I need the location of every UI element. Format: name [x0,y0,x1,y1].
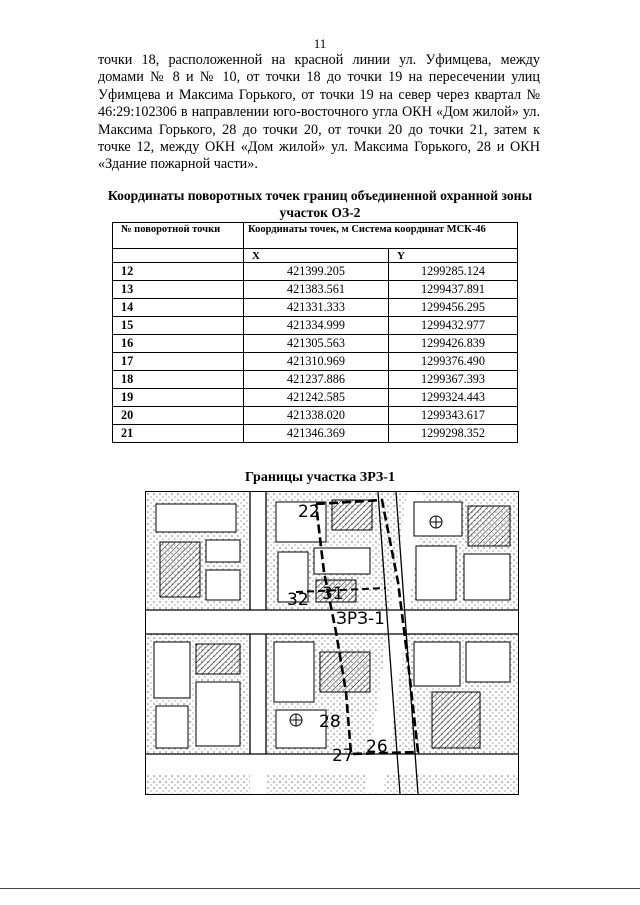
map-label-32: 32 [287,590,309,610]
header-coordinates: Координаты точек, м Система координат МСК-46 [244,223,518,249]
cell-y: 1299437.891 [389,281,518,299]
cell-point: 18 [113,371,244,389]
map-title: Границы участка ЗРЗ-1 [245,470,395,485]
cell-point: 13 [113,281,244,299]
table-row [113,317,518,335]
table-row [113,407,518,425]
page-number: 11 [313,36,327,51]
map-label-31: 31 [322,584,344,604]
map-label-27: 27 [332,746,354,766]
body-paragraph [98,52,540,174]
cell-x: 421242.585 [244,389,389,407]
cell-point: 21 [113,425,244,443]
table-row [113,263,518,281]
cell-x: 421310.969 [244,353,389,371]
table-row [113,281,518,299]
cell-y: 1299456.295 [389,299,518,317]
cell-x: 421237.886 [244,371,389,389]
cell-point: 20 [113,407,244,425]
header-empty-cell [113,249,244,263]
cell-point: 14 [113,299,244,317]
map-label-zrz1: ЗРЗ-1 [336,609,385,629]
table-row [113,335,518,353]
cell-x: 421399.205 [244,263,389,281]
cell-y: 1299426.839 [389,335,518,353]
map-label-22: 22 [298,502,320,522]
table-header-row [113,223,518,249]
cell-y: 1299367.393 [389,371,518,389]
cell-x: 421383.561 [244,281,389,299]
cell-x: 421305.563 [244,335,389,353]
table-row [113,299,518,317]
table-row [113,389,518,407]
table-caption: Координаты поворотных точек границ объединенной охранной зоны участок ОЗ-2 [107,188,533,220]
paragraph-text: точки 18, расположенной на красной линии ул. Уфимцева, между домами № 8 и № 10, от точки 18 до точки 19 на пересечении улиц Уфимцева и Максима Горького, от точки 19 на север через квартал № 46:29:102306 в направлении юго-восточного угла ОКН «Дом жилой» ул. Максима Горького, 28 до точки 20, от точки 20 до точки 21, затем к точке 12, между ОКН «Дом жилой» ул. Максима Горького, 28 и ОКН «Здание пожарной части». [98,52,540,173]
header-y: Y [389,249,518,263]
cell-x: 421334.999 [244,317,389,335]
cell-x: 421346.369 [244,425,389,443]
coordinates-table [112,222,518,443]
cell-point: 17 [113,353,244,371]
map-label-28: 28 [319,712,341,732]
cell-y: 1299432.977 [389,317,518,335]
header-x: X [244,249,389,263]
cell-y: 1299343.617 [389,407,518,425]
table-subheader-row [113,249,518,263]
cadastral-map [145,491,519,795]
map-label-26: 26 [366,737,388,757]
page-bottom-rule [0,888,640,889]
table-row [113,371,518,389]
cell-y: 1299324.443 [389,389,518,407]
table-row [113,353,518,371]
cell-point: 15 [113,317,244,335]
cell-point: 16 [113,335,244,353]
cell-x: 421338.020 [244,407,389,425]
cell-y: 1299376.490 [389,353,518,371]
cell-y: 1299298.352 [389,425,518,443]
cell-y: 1299285.124 [389,263,518,281]
table-row [113,425,518,443]
cell-point: 12 [113,263,244,281]
cell-x: 421331.333 [244,299,389,317]
header-point-number: № поворотной точки [113,223,244,249]
cell-point: 19 [113,389,244,407]
